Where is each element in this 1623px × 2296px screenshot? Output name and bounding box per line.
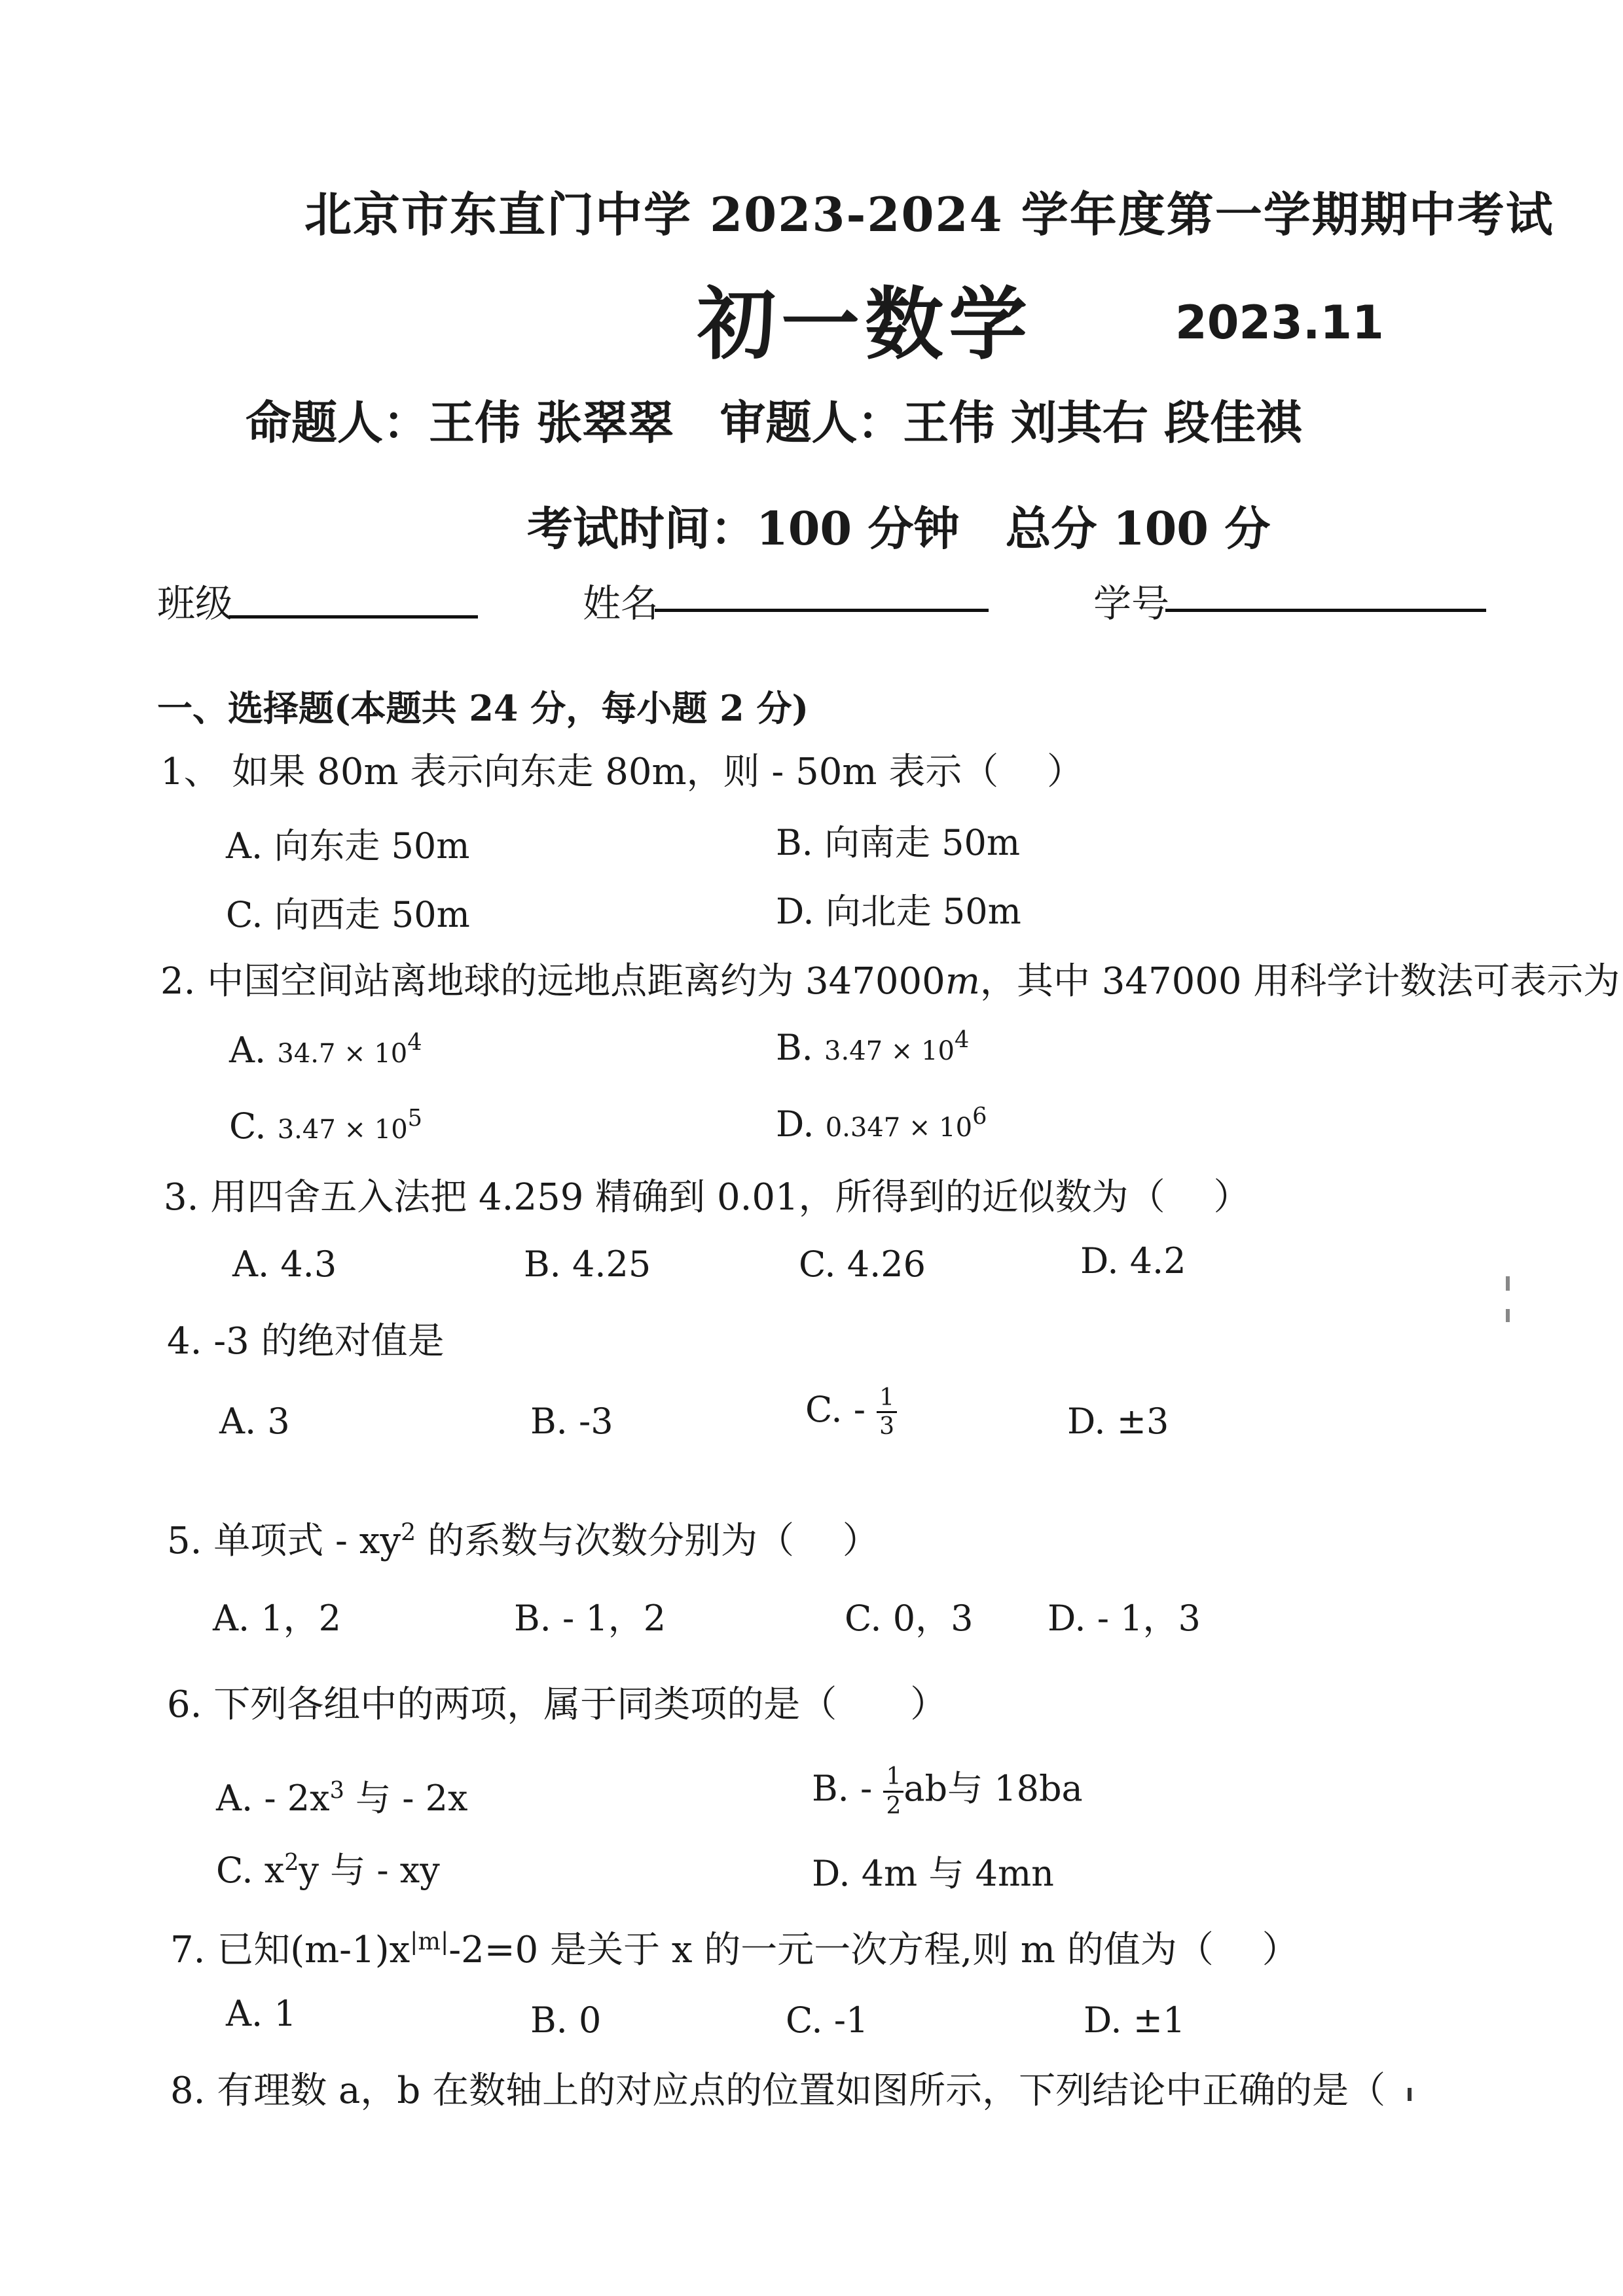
question-5-stem [167,1512,879,1564]
question-7-option-a[interactable]: A. 1 [226,1993,297,2034]
question-2-option-d[interactable] [776,1103,987,1145]
question-6-option-a[interactable] [216,1770,467,1821]
scan-speck [1408,2088,1412,2101]
question-2-option-a-label: A. [229,1030,266,1071]
question-6-option-b-post: ab与 18ba [903,1768,1083,1809]
question-2-option-b-label: B. [776,1027,813,1068]
question-7-option-c[interactable]: C. -1 [786,2000,869,2041]
question-4-stem: 4. -3 的绝对值是 [167,1320,445,1363]
question-4-fraction-denominator: 3 [879,1413,895,1441]
question-6-fraction-denominator: 2 [886,1792,902,1820]
exam-date: 2023.11 [1175,296,1384,350]
question-2-option-a-base: 34.7 × 10 [277,1039,408,1069]
question-2-option-c-exp: 5 [407,1105,422,1132]
question-2-option-a-exp: 4 [407,1029,422,1056]
question-6-option-c-post: y 与 - xy [299,1850,440,1891]
question-3-stem: 3. 用四舍五入法把 4.259 精确到 0.01，所得到的近似数为（ ） [164,1176,1250,1219]
question-4-fraction-numerator: 1 [877,1384,897,1413]
question-6-option-d[interactable]: D. 4m 与 4mn [812,1853,1054,1894]
authors-line: 命题人：王伟 张翠翠 审题人：王伟 刘其右 段佳祺 [246,395,1302,450]
question-6-option-c-pre: C. x [216,1850,285,1891]
question-2-stem-var: m [945,960,980,1003]
question-1-stem: 1、 如果 80m 表示向东走 80m，则 - 50m 表示（ ） [160,751,1084,793]
time-info: 考试时间：100 分钟 总分 100 分 [527,501,1271,556]
name-blank[interactable] [655,609,989,612]
question-2-option-c-base: 3.47 × 10 [277,1115,408,1145]
question-6-option-a-pre: A. - 2x [216,1778,330,1819]
question-2-option-b-base: 3.47 × 10 [824,1036,955,1066]
question-6-option-a-post: 与 - 2x [344,1778,468,1819]
question-1-option-d[interactable]: D. 向北走 50m [776,891,1021,932]
question-6-stem: 6. 下列各组中的两项，属于同类项的是（ ） [167,1683,947,1726]
exam-title: 北京市东直门中学 2023-2024 学年度第一学期期中考试 [304,187,1554,242]
question-5-option-a[interactable]: A. 1，2 [213,1598,342,1639]
question-1-option-c[interactable]: C. 向西走 50m [226,894,470,935]
question-4-option-d[interactable]: D. ±3 [1067,1401,1169,1442]
question-3-option-a[interactable]: A. 4.3 [232,1244,337,1285]
question-8-stem: 8. 有理数 a，b 在数轴上的对应点的位置如图所示，下列结论中正确的是（ [170,2070,1386,2112]
question-2-option-d-exp: 6 [972,1103,987,1130]
question-2-option-d-base: 0.347 × 10 [825,1113,973,1143]
question-1-option-a[interactable]: A. 向东走 50m [226,825,470,867]
question-5-option-c[interactable]: C. 0，3 [845,1598,974,1639]
question-7-option-b[interactable]: B. 0 [530,2000,602,2041]
question-2-option-c-label: C. [229,1105,266,1147]
question-2-option-b-exp: 4 [954,1026,970,1053]
question-6-option-a-exp: 3 [329,1777,344,1804]
question-3-option-b[interactable]: B. 4.25 [524,1244,651,1285]
name-label: 姓名 [583,581,659,626]
question-1-option-b[interactable]: B. 向南走 50m [776,822,1021,863]
question-4-option-b[interactable]: B. -3 [530,1401,613,1442]
question-2-stem-post: ，其中 347000 用科学计数法可表示为 [979,960,1620,1003]
question-2-stem-pre: 2. 中国空间站离地球的远地点距离约为 347000 [160,960,945,1003]
id-label: 学号 [1093,581,1170,626]
question-6-fraction-numerator: 1 [883,1763,903,1792]
question-7-option-d[interactable]: D. ±1 [1084,2000,1186,2041]
question-4-option-c-fraction [877,1384,897,1441]
question-6-option-b-label: B. - [812,1768,873,1809]
question-6-option-c-exp: 2 [284,1849,299,1876]
question-4-option-a[interactable]: A. 3 [219,1401,290,1442]
question-6-option-b-fraction [883,1763,903,1820]
class-label: 班级 [157,581,234,626]
scan-speck [1506,1276,1510,1291]
question-3-option-d[interactable]: D. 4.2 [1080,1240,1186,1282]
class-blank[interactable] [229,615,478,619]
question-7-stem-post: -2=0 是关于 x 的一元一次方程,则 m 的值为（ ） [448,1929,1299,1971]
question-7-stem [170,1921,1299,1973]
question-5-stem-post: 的系数与次数分别为（ ） [416,1520,879,1562]
id-blank[interactable] [1165,609,1486,612]
question-2-option-c[interactable] [229,1105,422,1147]
question-2-stem [160,952,1620,1005]
question-2-option-b[interactable] [776,1026,969,1068]
question-5-stem-exp: 2 [400,1518,416,1547]
question-2-option-a[interactable] [229,1029,422,1071]
question-7-stem-pre: 7. 已知(m-1)x [170,1929,410,1971]
question-2-option-d-label: D. [776,1103,814,1145]
question-5-option-d[interactable]: D. - 1，3 [1048,1598,1201,1639]
subject-title: 初一数学 [697,278,1032,370]
scan-speck [1506,1309,1510,1322]
question-6-option-b[interactable] [812,1761,1083,1820]
question-5-stem-pre: 5. 单项式 - xy [167,1520,401,1562]
question-3-option-c[interactable]: C. 4.26 [799,1244,926,1285]
section-heading: 一、选择题(本题共 24 分，每小题 2 分) [157,687,809,729]
question-5-option-b[interactable]: B. - 1，2 [514,1598,666,1639]
question-7-stem-exp: |m| [410,1927,449,1956]
question-4-option-c-label: C. - [805,1388,866,1430]
question-6-option-c[interactable] [216,1842,440,1893]
question-4-option-c[interactable] [805,1384,897,1441]
